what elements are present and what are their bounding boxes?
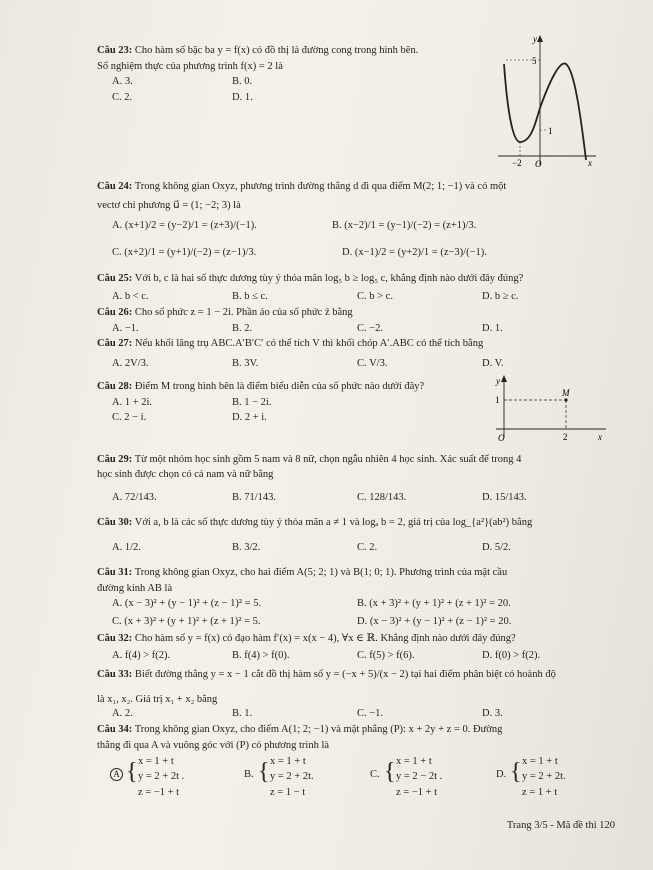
q32-option-b[interactable]: B. f(4) > f(0). bbox=[232, 650, 290, 661]
q34-a-line-3: z = −1 + t bbox=[138, 787, 180, 798]
q28-option-b[interactable]: B. 1 − 2i. bbox=[232, 397, 272, 408]
q23-option-a[interactable]: A. 3. bbox=[112, 76, 133, 87]
q30-stem bbox=[97, 516, 637, 529]
q26-label: Câu 26: bbox=[97, 307, 133, 318]
q33-option-d[interactable]: D. 3. bbox=[482, 708, 503, 719]
q25-option-b[interactable]: B. b ≤ c. bbox=[232, 291, 268, 302]
q28-option-a[interactable]: A. 1 + 2i. bbox=[112, 397, 153, 408]
q25-option-c[interactable]: C. b > c. bbox=[357, 291, 393, 302]
q28-tick-y: 1 bbox=[495, 395, 500, 405]
q25-option-a[interactable]: A. b < c. bbox=[112, 291, 149, 302]
q28-label: Câu 28: bbox=[97, 381, 133, 392]
q28-y-label: y bbox=[496, 376, 500, 386]
q27-option-a[interactable]: A. 2V/3. bbox=[112, 358, 149, 369]
q34-c-line-3: z = −1 + t bbox=[396, 787, 438, 798]
q27-stem bbox=[97, 337, 617, 350]
q33-line2: là x₁, x₂. Giá trị x₁ + x₂ bằng bbox=[97, 694, 218, 705]
q31-option-a[interactable]: A. (x − 3)² + (y − 1)² + (z − 1)² = 5. bbox=[112, 598, 262, 609]
q30-option-a[interactable]: A. 1/2. bbox=[112, 542, 141, 553]
q34-brace-c: { bbox=[384, 759, 396, 785]
q28-tick-x: 2 bbox=[563, 432, 568, 442]
q28-m-label: M bbox=[562, 388, 570, 398]
q34-b-line-2: y = 2 + 2t. bbox=[270, 771, 314, 782]
q32-option-a[interactable]: A. f(4) > f(2). bbox=[112, 650, 171, 661]
q24-line2: vectơ chỉ phương u⃗ = (1; −2; 3) là bbox=[97, 200, 241, 211]
q30-label: Câu 30: bbox=[97, 517, 133, 528]
q26-stem bbox=[97, 306, 497, 319]
q31-stem bbox=[97, 566, 627, 579]
q28-origin: O bbox=[498, 433, 505, 443]
q34-d-line-1: x = 1 + t bbox=[522, 756, 558, 767]
q23-origin: O bbox=[535, 159, 542, 169]
q30-text: Với a, b là các số thực dương tùy ý thỏa mãn a ≠ 1 và logₐ b = 2, giá trị của log_{a²}(ab²) bằng bbox=[134, 517, 533, 528]
q26-option-d[interactable]: D. 1. bbox=[482, 323, 503, 334]
q34-d-line-2: y = 2 + 2t. bbox=[522, 771, 566, 782]
q33-option-c[interactable]: C. −1. bbox=[357, 708, 384, 719]
q23-option-c[interactable]: C. 2. bbox=[112, 92, 133, 103]
q26-text: Cho số phức z = 1 − 2i. Phần ảo của số phức z̄ bằng bbox=[134, 307, 353, 318]
q24-option-c[interactable]: C. (x+2)/1 = (y+1)/(−2) = (z−1)/3. bbox=[112, 247, 257, 258]
q29-stem bbox=[97, 453, 627, 466]
q34-option-c[interactable]: C. bbox=[370, 769, 380, 780]
q29-option-d[interactable]: D. 15/143. bbox=[482, 492, 527, 503]
q29-text: Từ một nhóm học sinh gồm 5 nam và 8 nữ, chọn ngẫu nhiên 4 học sinh. Xác suất để trong 4 bbox=[134, 454, 522, 465]
q27-text: Nếu khối lăng trụ ABC.A′B′C′ có thể tích V thì khối chóp A′.ABC có thể tích bằng bbox=[134, 338, 484, 349]
q34-c-line-2: y = 2 − 2t . bbox=[396, 771, 443, 782]
q27-option-d[interactable]: D. V. bbox=[482, 358, 504, 369]
q24-option-b[interactable]: B. (x−2)/1 = (y−1)/(−2) = (z+1)/3. bbox=[332, 220, 477, 231]
q34-stem bbox=[97, 723, 637, 736]
q34-brace-a: { bbox=[126, 759, 138, 785]
q34-c-line-1: x = 1 + t bbox=[396, 756, 432, 767]
q24-option-a[interactable]: A. (x+1)/2 = (y−2)/1 = (z+3)/(−1). bbox=[112, 220, 257, 231]
q34-d-line-3: z = 1 + t bbox=[522, 787, 558, 798]
q30-option-d[interactable]: D. 5/2. bbox=[482, 542, 511, 553]
q34-label: Câu 34: bbox=[97, 724, 133, 735]
q23-y-label: y bbox=[533, 34, 537, 44]
q23-cubic-graph bbox=[490, 30, 600, 170]
q29-option-b[interactable]: B. 71/143. bbox=[232, 492, 277, 503]
q26-option-a[interactable]: A. −1. bbox=[112, 323, 139, 334]
q25-text: Với b, c là hai số thực dương tùy ý thỏa mãn log₅ b ≥ log₅ c, khẳng định nào dưới đây đúng? bbox=[134, 273, 524, 284]
q32-label: Câu 32: bbox=[97, 633, 133, 644]
q23-line2: Số nghiệm thực của phương trình f(x) = 2 là bbox=[97, 61, 283, 72]
q28-text: Điểm M trong hình bên là điểm biểu diễn của số phức nào dưới đây? bbox=[134, 381, 425, 392]
q29-option-a[interactable]: A. 72/143. bbox=[112, 492, 157, 503]
q33-option-a[interactable]: A. 2. bbox=[112, 708, 133, 719]
page-footer: Trang 3/5 - Mã đề thi 120 bbox=[506, 820, 615, 831]
q32-stem bbox=[97, 632, 637, 645]
q31-option-b[interactable]: B. (x + 3)² + (y + 1)² + (z + 1)² = 20. bbox=[357, 598, 511, 609]
q34-a-line-2: y = 2 + 2t . bbox=[138, 771, 185, 782]
q28-stem bbox=[97, 380, 497, 393]
q25-label: Câu 25: bbox=[97, 273, 133, 284]
q33-text: Biết đường thẳng y = x − 1 cắt đồ thị hàm số y = (−x + 5)/(x − 2) tại hai điểm phân biệt có hoành độ bbox=[134, 669, 556, 680]
q32-option-c[interactable]: C. f(5) > f(6). bbox=[357, 650, 415, 661]
q28-complex-plane bbox=[490, 372, 610, 444]
q31-option-d[interactable]: D. (x − 3)² + (y − 1)² + (z − 1)² = 20. bbox=[357, 616, 512, 627]
q26-option-c[interactable]: C. −2. bbox=[357, 323, 384, 334]
q31-line2: đường kính AB là bbox=[97, 583, 173, 594]
q34-brace-b: { bbox=[258, 759, 270, 785]
q24-option-d[interactable]: D. (x−1)/2 = (y+2)/1 = (z−3)/(−1). bbox=[342, 247, 487, 258]
q30-option-b[interactable]: B. 3/2. bbox=[232, 542, 261, 553]
q31-text: Trong không gian Oxyz, cho hai điểm A(5; 2; 1) và B(1; 0; 1). Phương trình của mặt cầu bbox=[134, 567, 508, 578]
q34-b-line-1: x = 1 + t bbox=[270, 756, 306, 767]
q27-label: Câu 27: bbox=[97, 338, 133, 349]
q29-line2: học sinh được chọn có cả nam và nữ bằng bbox=[97, 469, 274, 480]
q24-text: Trong không gian Oxyz, phương trình đường thẳng d đi qua điểm M(2; 1; −1) và có một bbox=[134, 181, 507, 192]
q25-option-d[interactable]: D. b ≥ c. bbox=[482, 291, 519, 302]
q23-option-b[interactable]: B. 0. bbox=[232, 76, 253, 87]
q23-tick-1: 1 bbox=[548, 126, 553, 136]
q28-point-m bbox=[564, 398, 567, 401]
q34-option-d[interactable]: D. bbox=[496, 769, 507, 780]
q29-option-c[interactable]: C. 128/143. bbox=[357, 492, 407, 503]
q23-stem bbox=[97, 44, 517, 57]
q24-stem bbox=[97, 180, 617, 193]
q34-line2: thẳng đi qua A và vuông góc với (P) có phương trình là bbox=[97, 740, 330, 751]
q34-a-line-1: x = 1 + t bbox=[138, 756, 174, 767]
q23-tick-5: 5 bbox=[532, 56, 537, 66]
q23-label: Câu 23: bbox=[97, 45, 133, 56]
q23-text: Cho hàm số bậc ba y = f(x) có đồ thị là đường cong trong hình bên. bbox=[134, 45, 419, 56]
q34-option-a[interactable] bbox=[110, 768, 123, 781]
q34-text: Trong không gian Oxyz, cho điểm A(1; 2; −1) và mặt phẳng (P): x + 2y + z = 0. Đường bbox=[134, 724, 503, 735]
q27-option-c[interactable]: C. V/3. bbox=[357, 358, 388, 369]
q28-option-c[interactable]: C. 2 − i. bbox=[112, 412, 147, 423]
q23-x-label: x bbox=[588, 158, 592, 168]
q28-x-label: x bbox=[598, 432, 602, 442]
q33-label: Câu 33: bbox=[97, 669, 133, 680]
q23-tick-neg2: −2 bbox=[512, 158, 522, 168]
q24-label: Câu 24: bbox=[97, 181, 133, 192]
q34-option-b[interactable]: B. bbox=[244, 769, 254, 780]
q30-option-c[interactable]: C. 2. bbox=[357, 542, 378, 553]
q34-brace-d: { bbox=[510, 759, 522, 785]
q32-text: Cho hàm số y = f(x) có đạo hàm f′(x) = x(x − 4), ∀x ∈ ℝ. Khẳng định nào dưới đây đúng? bbox=[134, 633, 516, 644]
q33-option-b[interactable]: B. 1. bbox=[232, 708, 253, 719]
q23-y-arrow bbox=[537, 35, 543, 42]
q28-option-d[interactable]: D. 2 + i. bbox=[232, 412, 267, 423]
q27-option-b[interactable]: B. 3V. bbox=[232, 358, 259, 369]
q34-option-a-letter: A bbox=[110, 768, 123, 781]
q34-b-line-3: z = 1 − t bbox=[270, 787, 306, 798]
q23-curve bbox=[504, 63, 586, 160]
q32-option-d[interactable]: D. f(0) > f(2). bbox=[482, 650, 541, 661]
q26-option-b[interactable]: B. 2. bbox=[232, 323, 253, 334]
q31-label: Câu 31: bbox=[97, 567, 133, 578]
q31-option-c[interactable]: C. (x + 3)² + (y + 1)² + (z + 1)² = 5. bbox=[112, 616, 261, 627]
q25-stem bbox=[97, 272, 627, 285]
q29-label: Câu 29: bbox=[97, 454, 133, 465]
q33-stem bbox=[97, 668, 637, 681]
q23-option-d[interactable]: D. 1. bbox=[232, 92, 253, 103]
